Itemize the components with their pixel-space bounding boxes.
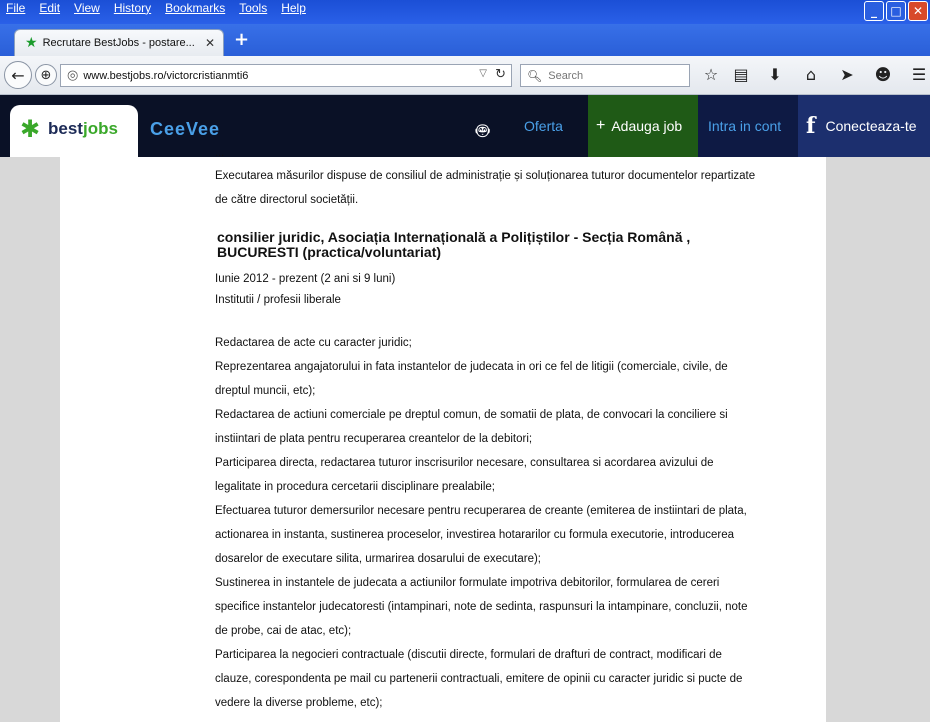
duty-line: clauze, corespondenta pe mail cu partenerii contractuali, emitere de opinii cu caracter juridic si pucte de bbox=[215, 673, 743, 685]
facebook-connect-button[interactable]: f Conecteaza-te bbox=[798, 95, 930, 157]
add-job-button[interactable]: + Adauga job bbox=[588, 95, 698, 157]
plus-icon: + bbox=[596, 117, 606, 134]
menu-file[interactable]: File bbox=[6, 1, 26, 15]
smiley-icon[interactable]: ☻ bbox=[874, 65, 892, 84]
duty-line: specifice instantelor judecatoresti (intampinari, note de sedinta, raspunsuri la intampinare, concluzii, note bbox=[215, 601, 748, 613]
history-dropdown-icon[interactable]: ▽ bbox=[479, 68, 487, 79]
cv-content bbox=[60, 147, 826, 722]
maximize-button[interactable]: □ bbox=[886, 1, 906, 21]
menu-bookmarks[interactable]: Bookmarks bbox=[165, 1, 226, 15]
duty-line: de probe, cai de atac, etc); bbox=[215, 625, 352, 637]
duty-line: Efectuarea tuturor demersurilor necesare pentru recuperarea de creante (emiterea de instiintari de plata, bbox=[215, 505, 747, 517]
job-industry: Institutii / profesii liberale bbox=[215, 294, 341, 306]
tab-bestjobs[interactable] bbox=[14, 29, 224, 56]
menu-edit[interactable]: Edit bbox=[39, 1, 61, 15]
search-box[interactable] bbox=[520, 64, 690, 87]
nav-toolbar bbox=[0, 56, 930, 95]
job-meta bbox=[215, 269, 820, 311]
bestjobs-favicon-icon: ★ bbox=[25, 35, 38, 51]
duty-line: Participarea directa, redactarea tuturor inscrisurilor necesare, consultarea si acordarea avizului de bbox=[215, 457, 714, 469]
search-input[interactable] bbox=[546, 69, 690, 83]
reload-icon[interactable]: ↻ bbox=[495, 67, 506, 82]
logo-text: bestjobs bbox=[48, 119, 118, 138]
duty-line: vedere la diverse probleme, etc); bbox=[215, 697, 383, 709]
facebook-icon: f bbox=[806, 113, 816, 139]
close-tab-icon[interactable]: ✕ bbox=[204, 36, 215, 50]
duty-line: Redactarea de acte cu caracter juridic; bbox=[215, 337, 412, 349]
bookmarks-list-icon[interactable]: ▤ bbox=[733, 65, 749, 84]
ceevee-logo[interactable]: CeeVee bbox=[150, 119, 221, 139]
duty-line: Participarea la negocieri contractuale (discutii directe, formulari de drafturi de contract, modificari de bbox=[215, 649, 722, 661]
tab-title: Recrutare BestJobs - postare... bbox=[42, 37, 195, 49]
android-icon[interactable]: 🤖︎ bbox=[476, 119, 490, 144]
bestjobs-logo[interactable] bbox=[10, 105, 138, 157]
bestjobs-star-icon: ✱ bbox=[20, 115, 41, 143]
text-line: Executarea măsurilor dispuse de consiliul de administrație și soluționarea tuturor documentelor repartizate bbox=[215, 170, 756, 182]
job-title-heading: consilier juridic, Asociația Internațională a Polițiștilor - Secția Română , BUCURESTI (practica/voluntariat) bbox=[217, 229, 691, 260]
job-description-previous bbox=[215, 164, 820, 212]
back-arrow-icon: ← bbox=[11, 65, 25, 85]
menu-view[interactable]: View bbox=[74, 1, 100, 15]
menu-history[interactable]: History bbox=[113, 1, 152, 15]
minimize-button[interactable]: _ bbox=[864, 1, 884, 21]
send-icon[interactable]: ➤ bbox=[840, 65, 854, 84]
duty-line: Reprezentarea angajatorului in fata instantelor de judecata in ori ce fel de litigii (comerciale, civile, de bbox=[215, 361, 728, 373]
text-line: de către directorul societății. bbox=[215, 194, 359, 206]
site-header bbox=[0, 95, 930, 157]
forward-button[interactable] bbox=[35, 64, 57, 86]
menu-tools[interactable]: Tools bbox=[239, 1, 268, 15]
duty-line: actionarea in instanta, sustinerea proceselor, investirea hotararilor cu formula executorie, introducerea bbox=[215, 529, 735, 541]
new-tab-icon[interactable]: + bbox=[234, 29, 250, 50]
duty-line: dosarelor de executare silita, urmarirea dosarului de executare); bbox=[215, 553, 541, 565]
address-url[interactable]: www.bestjobs.ro/victorcristianmti6 bbox=[83, 69, 249, 82]
window-controls bbox=[864, 1, 928, 21]
back-button[interactable] bbox=[4, 61, 32, 89]
tab-strip bbox=[0, 24, 930, 56]
login-link[interactable]: Intra in cont bbox=[698, 95, 798, 157]
clipped-text: ... bbox=[215, 147, 225, 159]
duty-line: Redactarea de actiuni comerciale pe dreptul comun, de somatii de plata, de convocari la conciliere si bbox=[215, 409, 728, 421]
duty-line: dreptul muncii, etc); bbox=[215, 385, 316, 397]
job-duties bbox=[215, 331, 820, 715]
menu-hamburger-icon[interactable]: ☰ bbox=[911, 65, 927, 84]
nav-oferta-link[interactable]: Oferta bbox=[524, 118, 563, 134]
menu-bar bbox=[0, 0, 930, 24]
job-period: Iunie 2012 - prezent (2 ani si 9 luni) bbox=[215, 273, 396, 285]
menu-help[interactable]: Help bbox=[281, 1, 306, 15]
address-bar[interactable] bbox=[60, 64, 512, 87]
duty-line: instiintari de plata pentru recuperarea creantelor de la debitori; bbox=[215, 433, 533, 445]
duty-line: legalitate in procedura cercetarii disciplinare prealabile; bbox=[215, 481, 495, 493]
search-icon: 🔍︎ bbox=[527, 68, 543, 83]
home-icon[interactable]: ⌂ bbox=[805, 65, 817, 84]
downloads-icon[interactable]: ⬇ bbox=[768, 65, 782, 84]
duty-line: Sustinerea in instantele de judecata a actiunilor formulate impotriva debitorilor, formularea de cereri bbox=[215, 577, 720, 589]
bookmark-star-icon[interactable]: ☆ bbox=[703, 65, 719, 84]
forward-arrow-icon: ⊕ bbox=[40, 67, 52, 83]
close-window-button[interactable]: ✕ bbox=[908, 1, 928, 21]
globe-icon: ◎ bbox=[67, 68, 79, 83]
menu-list bbox=[6, 0, 306, 16]
